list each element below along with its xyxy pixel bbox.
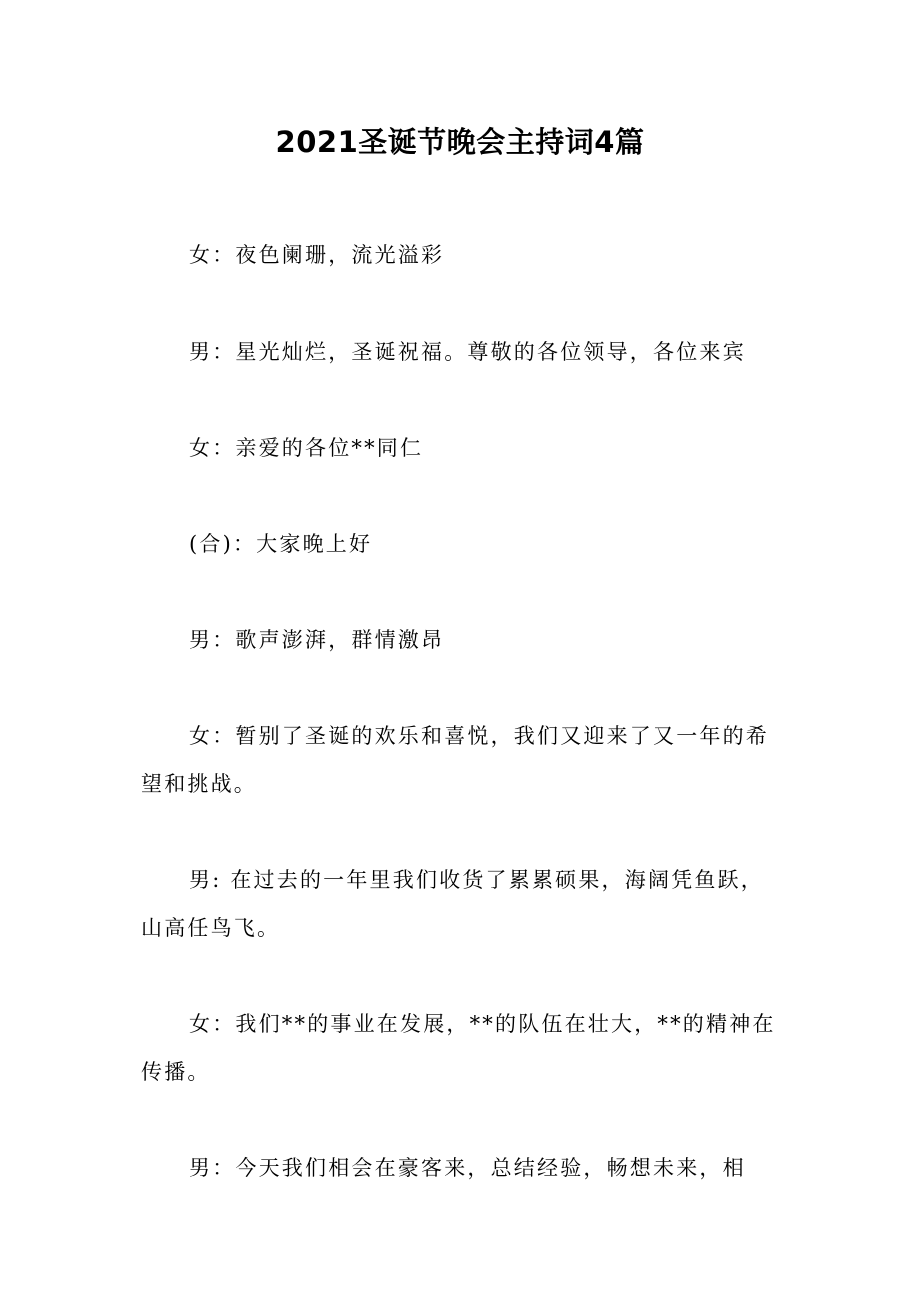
paragraph: 女：亲爱的各位**同仁 [189, 436, 424, 460]
paragraph: 女：夜色阑珊，流光溢彩 [189, 243, 445, 267]
paragraph: (合)：大家晚上好 [189, 532, 373, 556]
paragraph: 男：星光灿烂，圣诞祝福。尊敬的各位领导，各位来宾 [189, 340, 746, 364]
paragraph: 男：歌声澎湃，群情激昂 [189, 628, 445, 652]
paragraph: 男：今天我们相会在豪客来，总结经验，畅想未来，相 [189, 1156, 746, 1180]
paragraph: 女：我们**的事业在发展，**的队伍在壮大，**的精神在传播。 [141, 1012, 776, 1084]
document-title: 2021圣诞节晚会主持词4篇 [275, 125, 645, 159]
paragraph: 女：暂别了圣诞的欢乐和喜悦，我们又迎来了又一年的希望和挑战。 [141, 724, 769, 796]
paragraph: 男: 在过去的一年里我们收货了累累硕果，海阔凭鱼跃，山高任鸟飞。 [141, 868, 764, 940]
